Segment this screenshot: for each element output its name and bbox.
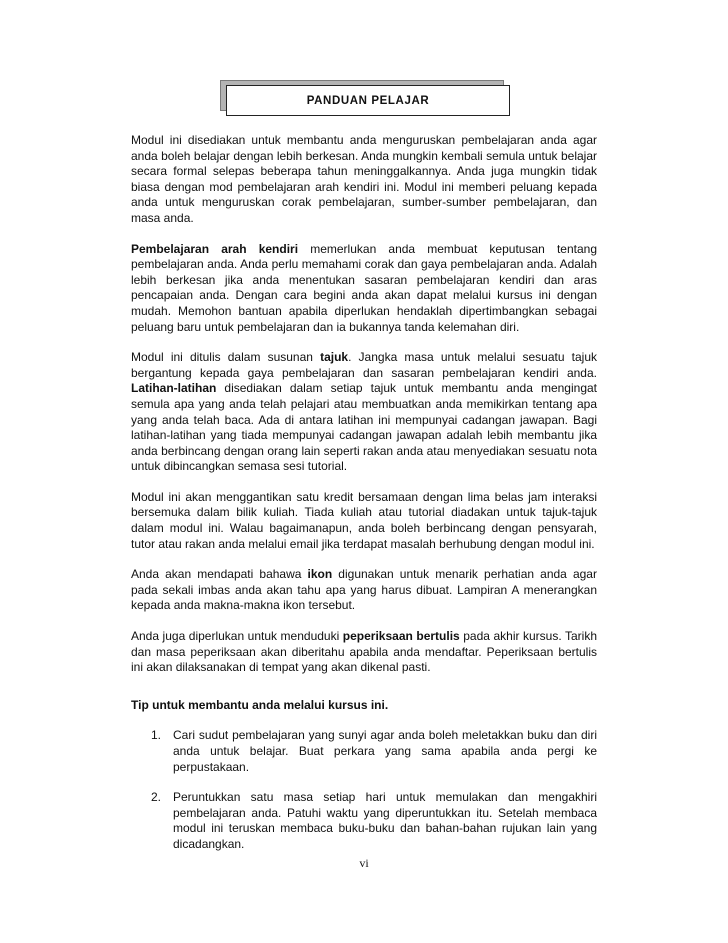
bold-term: Latihan-latihan [131, 381, 217, 396]
list-number: 1. [151, 728, 162, 743]
paragraph-intro: Modul ini disediakan untuk membantu anda menguruskan pembelajaran anda agar anda boleh belajar dengan lebih berkesan. Anda mungkin kembali semula untuk belajar secara formal selepas beberapa tahun meninggalkannya. Anda juga mungkin tidak biasa dengan mod pembelajaran arah kendiri ini. Modul ini memberi peluang kepada anda untuk menguruskan corak pembelajaran, sumber-sumber pembelajaran, dan masa anda. [131, 133, 597, 225]
bold-term: peperiksaan bertulis [342, 629, 460, 644]
paragraph-text: disediakan dalam setiap tajuk untuk membantu anda mengingat semula apa yang anda telah pelajari atau membuatkan anda memikirkan tentang apa yang anda telah baca. Ada di antara latihan ini mempunyai cadangan jawapan. Bagi latihan-latihan yang tiada mempunyai cadangan jawapan adalah lebih membantu jika anda berbincang dengan orang lain seperti rakan anda atau menyediakan sesuatu nota untuk dibincangkan semasa sesi tutorial. [131, 381, 597, 474]
paragraph-text: pada akhir kursus. Tarikh dan masa peperiksaan akan diberitahu apabila anda mendaftar. Peperiksaan bertulis ini akan dilaksanakan di tempat yang akan dikenal pasti. [131, 629, 598, 675]
list-item [131, 728, 597, 775]
bold-term: Pembelajaran arah kendiri [131, 241, 299, 256]
paragraph-icons [131, 567, 597, 614]
title-banner [220, 80, 510, 116]
paragraph-text: . Jangka masa untuk melalui sesuatu tajuk bergantung kepada gaya pembelajaran dan sasaran pembelajaran kendiri anda. [131, 350, 597, 380]
list-number: 2. [151, 790, 162, 805]
paragraph-structure [131, 350, 597, 475]
paragraph-self-directed [131, 242, 597, 336]
tips-heading: Tip untuk membantu anda melalui kursus ini. [131, 697, 389, 712]
document-body [131, 133, 597, 868]
list-item-text: Peruntukkan satu masa setiap hari untuk memulakan dan mengakhiri pembelajaran anda. Patuhi waktu yang diperuntukkan itu. Setelah membaca modul ini teruskan membaca buku-buku dan bahan-bahan rujukan lain yang dicadangkan. [173, 790, 597, 851]
paragraph-text: Modul ini ditulis dalam susunan [131, 350, 321, 365]
paragraph-text: memerlukan anda membuat keputusan tentang pembelajaran anda. Anda perlu memahami corak dan gaya pembelajaran anda. Adalah lebih berkesan jika anda menentukan sasaran pembelajaran kendiri dan aras pencapaian anda. Dengan cara begini anda akan dapat melalui kursus ini dengan mudah. Memohon bantuan apabila diperlukan hendaklah dipertimbangkan sebagai peluang baru untuk pembelajaran dan ia bukannya tanda kelemahan diri. [131, 241, 598, 334]
list-item [131, 790, 597, 852]
paragraph-text: Anda akan mendapati bahawa [131, 567, 308, 582]
paragraph-text: Anda juga diperlukan untuk menduduki [131, 629, 343, 644]
paragraph-exam [131, 629, 597, 676]
bold-term: tajuk [320, 350, 349, 365]
paragraph-text: digunakan untuk menarik perhatian anda agar pada sekali imbas anda akan tahu apa yang harus dibuat. Lampiran A menerangkan kepada anda makna-makna ikon tersebut. [131, 567, 597, 613]
tips-list [131, 728, 597, 852]
paragraph-credit: Modul ini akan menggantikan satu kredit bersamaan dengan lima belas jam interaksi bersemuka dalam bilik kuliah. Tiada kuliah atau tutorial diadakan untuk tajuk-tajuk dalam modul ini. Walau bagaimanapun, anda boleh berbincang dengan pensyarah, tutor atau rakan anda melalui email jika terdapat masalah berhubung dengan modul ini. [131, 489, 597, 551]
page-title: PANDUAN PELAJAR [226, 85, 510, 116]
bold-term: ikon [307, 567, 333, 582]
list-item-text: Cari sudut pembelajaran yang sunyi agar anda boleh meletakkan buku dan diri anda untuk belajar. Buat perkara yang sama apabila anda pergi ke perpustakaan. [173, 728, 597, 774]
page-number: vi [359, 856, 369, 870]
